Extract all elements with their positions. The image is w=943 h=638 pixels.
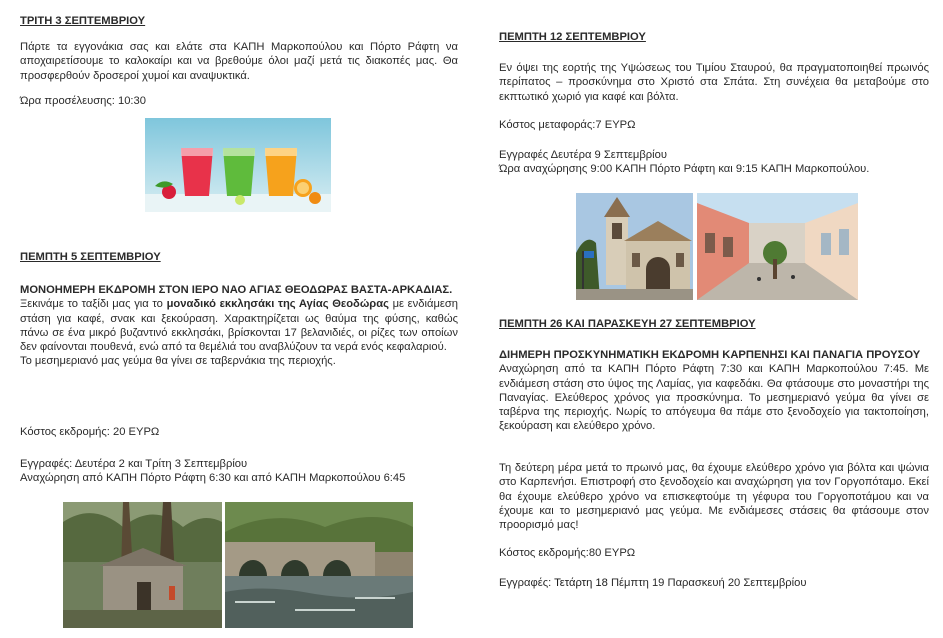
juices-photo [145, 118, 331, 212]
thursday-5-text-start: Ξεκινάμε το ταξίδι μας για το [20, 298, 167, 311]
thursday-5-cost: Κόστος εκδρομής: 20 ΕΥΡΩ [20, 426, 160, 438]
thursday-5-lunch: Το μεσημεριανό μας γεύμα θα γίνει σε ταβερνάκια της περιοχής. [20, 355, 336, 368]
registration-label: Εγγραφές: [499, 577, 555, 589]
thursday-26-day2: Τη δεύτερη μέρα μετά το πρωινό μας, θα έχουμε ελεύθερο χρόνο για βόλτα και ψώνια στο Καρπενήσι. Επιστροφή στο ξενοδοχείο και αναχώρηση για τον Γοργοπόταμο. Εκεί θα έχουμε ελεύθερο χρόνο να επισκεφτούμε τη γέφυρα του Γοργοποτάμου και να έχουμε και το μεσημεριανό μας γεύμα. Με ενδιάμεσες στάσεις θα φτάσουμε στον προορισμό μας! [499, 462, 929, 532]
thursday-12-registration: Εγγραφές Δευτέρα 9 Σεπτεμβρίου [499, 149, 667, 161]
thursday-26-title: ΔΙΗΜΕΡΗ ΠΡΟΣΚΥΝΗΜΑΤΙΚΗ ΕΚΔΡΟΜΗ ΚΑΡΠΕΝΗΣΙ ΚΑΙ ΠΑΝΑΓΙΑ ΠΡΟΥΣΟΥ [499, 349, 921, 361]
thursday-26-registration [499, 576, 929, 590]
thursday-12-text: Εν όψει της εορτής της Υψώσεως του Τιμίου Σταυρού, θα πραγματοποιηθεί πρωινός περίπατος – προσκύνημα στο Χριστό στα Σπάτα. Στη συνέχεια θα μεταβούμε στο εκπτωτικό χωριό για καφέ και βόλτα. [499, 62, 929, 103]
chapel-with-trees-photo [63, 502, 222, 628]
thursday-5-description [20, 297, 458, 354]
registration-other-days: Πέμπτη 19 Παρασκευή 20 Σεπτεμβρίου [607, 577, 807, 589]
tuesday-3-arrival-time: Ώρα προσέλευσης: 10:30 [20, 95, 146, 107]
thursday-5-text-bold: μοναδικό εκκλησάκι της Αγίας Θεοδώρας [166, 298, 389, 311]
registration-first-day: Τετάρτη 18 [554, 577, 608, 589]
thursday-5-title: ΜΟΝΟΗΜΕΡΗ ΕΚΔΡΟΜΗ ΣΤΟΝ ΙΕΡΟ ΝΑΟ ΑΓΙΑΣ ΘΕΟΔΩΡΑΣ ΒΑΣΤΑ-ΑΡΚΑΔΙΑΣ. [20, 284, 453, 296]
thursday-26-day1: Αναχώρηση από τα ΚΑΠΗ Πόρτο Ράφτη 7:30 και ΚΑΠΗ Μαρκοπούλου 7:45. Με ενδιάμεση στάση στο ύψος της Λαμίας, για καφεδάκι. Θα φτάσουμε στο μοναστήρι της Παναγίας. Ελεύθερος χρόνος για προσκύνημα. Το μεσημεριανό γεύμα θα γίνει σε ταβέρνα της περιοχής. Νωρίς το απόγευμα θα πάμε στο ξενοδοχείο για τακτοποίηση, ξεκούραση και ελεύθερο χρόνο. [499, 363, 929, 433]
thursday-12-cost: Κόστος μεταφοράς:7 ΕΥΡΩ [499, 119, 636, 131]
stone-bridge-photo [225, 502, 413, 628]
outlet-village-photo [697, 193, 858, 300]
heading-thursday-12: ΠΕΜΠΤΗ 12 ΣΕΠΤΕΜΒΡΙΟΥ [499, 31, 646, 43]
heading-thursday-26-friday-27: ΠΕΜΠΤΗ 26 ΚΑΙ ΠΑΡΑΣΚΕΥΗ 27 ΣΕΠΤΕΜΒΡΙΟΥ [499, 318, 756, 330]
thursday-5-registration: Εγγραφές: Δευτέρα 2 και Τρίτη 3 Σεπτεμβρίου [20, 458, 248, 470]
church-photo [576, 193, 693, 300]
thursday-5-departure: Αναχώρηση από ΚΑΠΗ Πόρτο Ράφτη 6:30 και από ΚΑΠΗ Μαρκοπούλου 6:45 [20, 472, 406, 485]
thursday-26-cost: Κόστος εκδρομής:80 ΕΥΡΩ [499, 547, 636, 559]
heading-tuesday-3: ΤΡΙΤΗ 3 ΣΕΠΤΕΜΒΡΙΟΥ [20, 15, 146, 27]
heading-thursday-5: ΠΕΜΠΤΗ 5 ΣΕΠΤΕΜΒΡΙΟΥ [20, 251, 161, 263]
thursday-5-text-end: με ενδιάμεση στάση για καφέ, σνακ και ξεκούραση. Χαρακτηρίζεται ως θαύμα της φύσης, καθώς πάνω σε ένα μικρό βυζαντινό εκκλησάκι, βρίσκονται 17 βελανιδιές, οι ρίζες των οποίων δεν φαίνονται πουθενά, ενώ από τα θεμέλιά του αναβλύζουν τα νερά ενός κεφαλαριού. [20, 298, 458, 354]
thursday-12-departure: Ώρα αναχώρησης 9:00 ΚΑΠΗ Πόρτο Ράφτη και 9:15 ΚΑΠΗ Μαρκοπούλου. [499, 163, 870, 176]
tuesday-3-text: Πάρτε τα εγγονάκια σας και ελάτε στα ΚΑΠΗ Μαρκοπούλου και Πόρτο Ράφτη να αποχαιρετίσουμε το καλοκαίρι και να βρεθούμε όλοι μαζί μετά τις διακοπές μας. Θα προσφερθούν δροσεροί χυμοί και αναψυκτικά. [20, 41, 458, 82]
